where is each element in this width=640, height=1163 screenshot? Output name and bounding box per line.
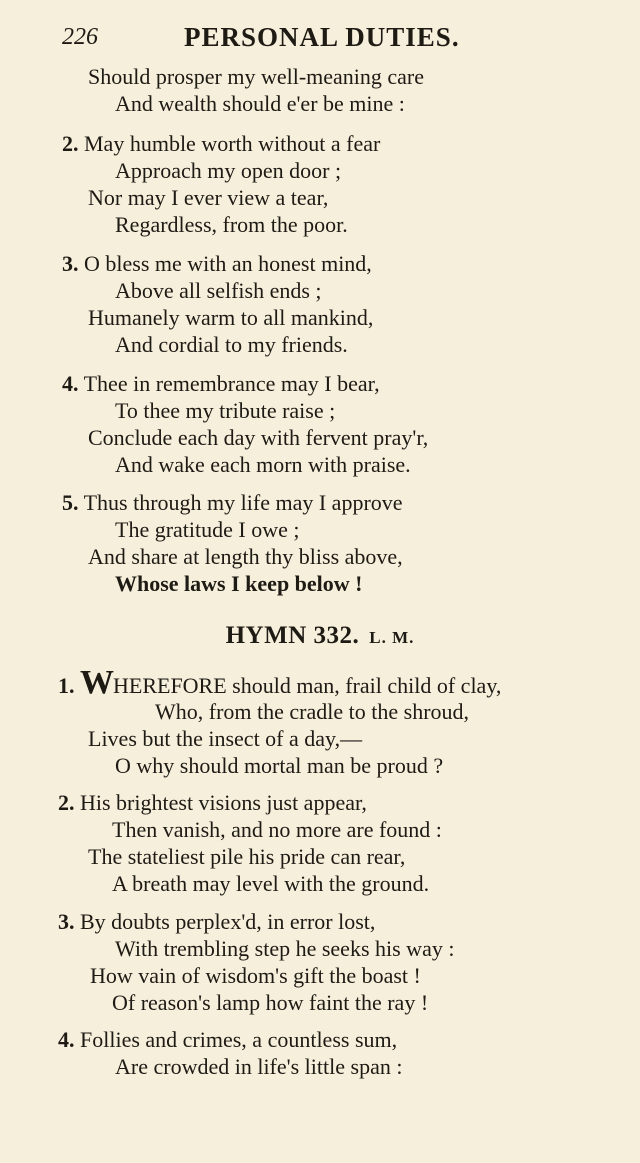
stanza-number: 5.	[62, 490, 79, 515]
verse-line	[0, 789, 640, 816]
verse-line: Lives but the insect of a day,—	[88, 726, 363, 751]
verse-line: Whose laws I keep below !	[115, 571, 363, 596]
verse-line: Above all selfish ends ;	[115, 278, 322, 303]
verse-text: May humble worth without a fear	[84, 131, 381, 156]
verse-text: HEREFORE should man, frail child of clay,	[113, 673, 502, 698]
verse-line: The gratitude I owe ;	[115, 517, 300, 542]
verse-line: How vain of wisdom's gift the boast !	[90, 963, 421, 988]
verse-line: Regardless, from the poor.	[115, 212, 348, 237]
page-header	[62, 22, 580, 54]
prev-stanza-1	[0, 63, 640, 117]
verse-text: Thus through my life may I approve	[83, 490, 403, 515]
verse-line: Who, from the cradle to the shroud,	[155, 699, 470, 724]
verse-line: Are crowded in life's little span :	[115, 1054, 403, 1079]
stanza-number: 2.	[58, 790, 75, 815]
verse-line: And share at length thy bliss above,	[88, 544, 403, 569]
hymn-meter: L. M.	[369, 628, 415, 647]
hymn-stanza-2	[0, 789, 640, 897]
verse-line: To thee my tribute raise ;	[115, 398, 336, 423]
verse-line	[0, 130, 640, 157]
verse-line	[0, 250, 640, 277]
verse-line: And cordial to my friends.	[115, 332, 348, 357]
verse-text: By doubts perplex'd, in error lost,	[80, 909, 376, 934]
verse-line: Of reason's lamp how faint the ray !	[112, 990, 429, 1015]
verse-line	[0, 489, 640, 516]
verse-line: A breath may level with the ground.	[112, 871, 430, 896]
verse-text: Thee in remembrance may I bear,	[83, 371, 380, 396]
stanza-number: 3.	[58, 909, 75, 934]
verse-line: Approach my open door ;	[115, 158, 342, 183]
verse-line: With trembling step he seeks his way :	[115, 936, 455, 961]
verse-line	[0, 664, 640, 701]
verse-text: O bless me with an honest mind,	[84, 251, 372, 276]
stanza-number: 4.	[62, 371, 79, 396]
verse-line: And wealth should e'er be mine :	[115, 91, 405, 116]
hymn-stanza-1	[0, 664, 640, 779]
prev-stanza-5	[0, 489, 640, 597]
verse-line: Nor may I ever view a tear,	[88, 185, 329, 210]
running-title: PERSONAL DUTIES.	[184, 22, 460, 52]
prev-stanza-2	[0, 130, 640, 238]
verse-line	[0, 370, 640, 397]
verse-line	[0, 908, 640, 935]
verse-line: The stateliest pile his pride can rear,	[88, 844, 406, 869]
verse-line: Should prosper my well-meaning care	[88, 64, 425, 89]
verse-line: Humanely warm to all mankind,	[88, 305, 374, 330]
verse-line: And wake each morn with praise.	[115, 452, 411, 477]
verse-line: Conclude each day with fervent pray'r,	[88, 425, 429, 450]
hymn-title	[0, 622, 640, 650]
verse-line: O why should mortal man be proud ?	[115, 753, 444, 778]
verse-line	[0, 1026, 640, 1053]
drop-cap: W	[80, 664, 113, 701]
verse-line: Then vanish, and no more are found :	[112, 817, 442, 842]
prev-stanza-4	[0, 370, 640, 478]
stanza-number: 1.	[58, 673, 75, 698]
hymn-number: HYMN 332.	[225, 622, 360, 649]
verse-text: Follies and crimes, a countless sum,	[80, 1027, 398, 1052]
verse-text: His brightest visions just appear,	[80, 790, 367, 815]
page-number: 226	[62, 24, 98, 50]
hymn-stanza-4	[0, 1026, 640, 1080]
stanza-number: 2.	[62, 131, 79, 156]
stanza-number: 4.	[58, 1027, 75, 1052]
hymn-stanza-3	[0, 908, 640, 1016]
prev-stanza-3	[0, 250, 640, 358]
stanza-number: 3.	[62, 251, 79, 276]
